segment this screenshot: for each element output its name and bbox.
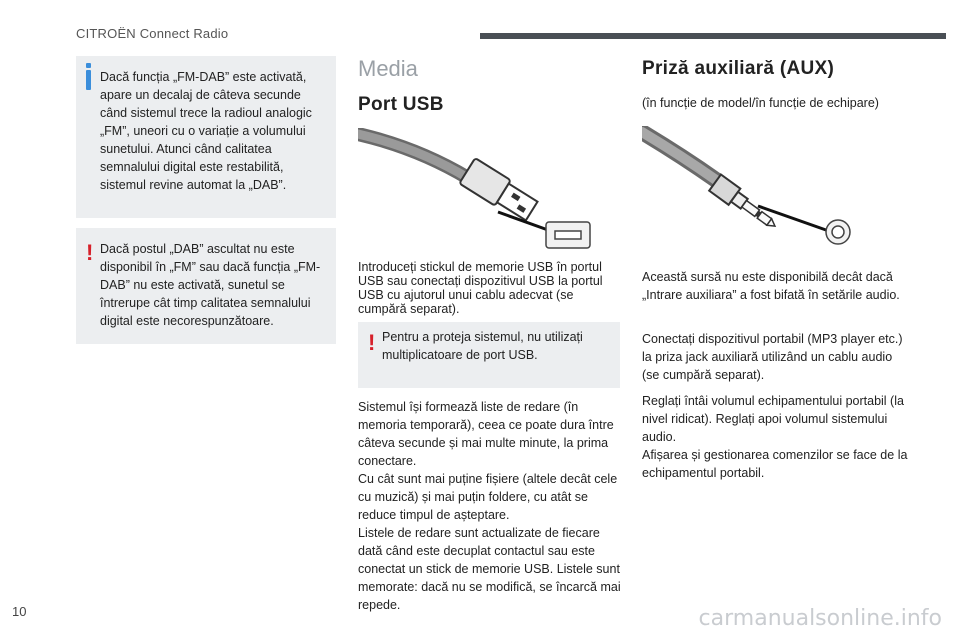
aux-paragraph-3-line: Afișarea și gestionarea comenzilor se face de la echipamentul portabil.: [642, 448, 908, 480]
usb-paragraph-2: [358, 398, 622, 614]
usb-port-icon: [546, 222, 590, 248]
usb-illustration: [358, 128, 598, 250]
warning-note: [76, 228, 336, 344]
usb-paragraph-1: Introduceți stickul de memorie USB în portul USB sau conectați dispozitivul USB la portul USB cu ajutorul unui cablu adecvat (se cumpără separat).: [358, 260, 603, 316]
aux-subtitle: (în funcție de model/în funcție de echipare): [642, 96, 879, 110]
usb-paragraph-2-line: Cu cât sunt mai puține fișiere (altele decât cele cu muzică) și mai puțin foldere, cu atât se reduce timpul de așteptare.: [358, 472, 618, 522]
warning-note-text: Dacă postul „DAB” ascultat nu este disponibil în „FM” sau dacă funcția „FM-DAB” nu este activată, sunetul se întrerupe cât timp calitatea semnalului digital este necorespunzătoare.: [100, 242, 321, 328]
aux-illustration: [642, 126, 862, 248]
usb-paragraph-2-line: Sistemul își formează liste de redare (în memoria temporară), ceea ce poate dura între câteva secunde și mai multe minute, la prima conectare.: [358, 400, 614, 468]
jack-plug-icon: [709, 175, 781, 235]
info-note-text: Dacă funcția „FM-DAB” este activată, apare un decalaj de câteva secunde când sistemul trece la radioul analogic „FM”, uneori cu o variație a volumului sunetului. Atunci când calitatea semnalului digital este restabilită, sistemul revine automat la „DAB”.: [100, 70, 312, 192]
aux-paragraph-3: [642, 392, 908, 482]
usb-warning-text: Pentru a proteja sistemul, nu utilizați multiplicatoare de port USB.: [382, 330, 583, 362]
aux-paragraph-2: Conectați dispozitivul portabil (MP3 player etc.) la priza jack auxiliară utilizând un cablu audio (se cumpără separat).: [642, 332, 903, 382]
aux-paragraph-3-line: Reglați întâi volumul echipamentului portabil (la nivel ridicat). Reglați apoi volumul sistemului audio.: [642, 394, 904, 444]
aux-paragraph-1: Această sursă nu este disponibilă decât dacă „Intrare auxiliara” a fost bifată în setările audio.: [642, 270, 900, 302]
usb-warning-note: [358, 322, 620, 388]
aux-socket-icon: [826, 220, 850, 244]
info-icon: [86, 70, 91, 90]
page-number: 10: [12, 604, 27, 619]
header-title: CITROËN Connect Radio: [76, 26, 229, 41]
usb-heading: Port USB: [358, 94, 444, 115]
header-bar: [480, 33, 946, 39]
info-note: [76, 56, 336, 218]
aux-heading: Priză auxiliară (AUX): [642, 58, 835, 79]
warning-icon: !: [86, 240, 94, 265]
usb-paragraph-2-line: Listele de redare sunt actualizate de fiecare dată când este decuplat contactul sau este conectat un stick de memorie USB. Listele sunt memorate: dacă nu se modifică, se încarcă mai repede.: [358, 526, 621, 612]
warning-icon: !: [368, 330, 376, 355]
watermark: carmanualsonline.info: [698, 606, 942, 631]
section-title: Media: [358, 56, 418, 81]
